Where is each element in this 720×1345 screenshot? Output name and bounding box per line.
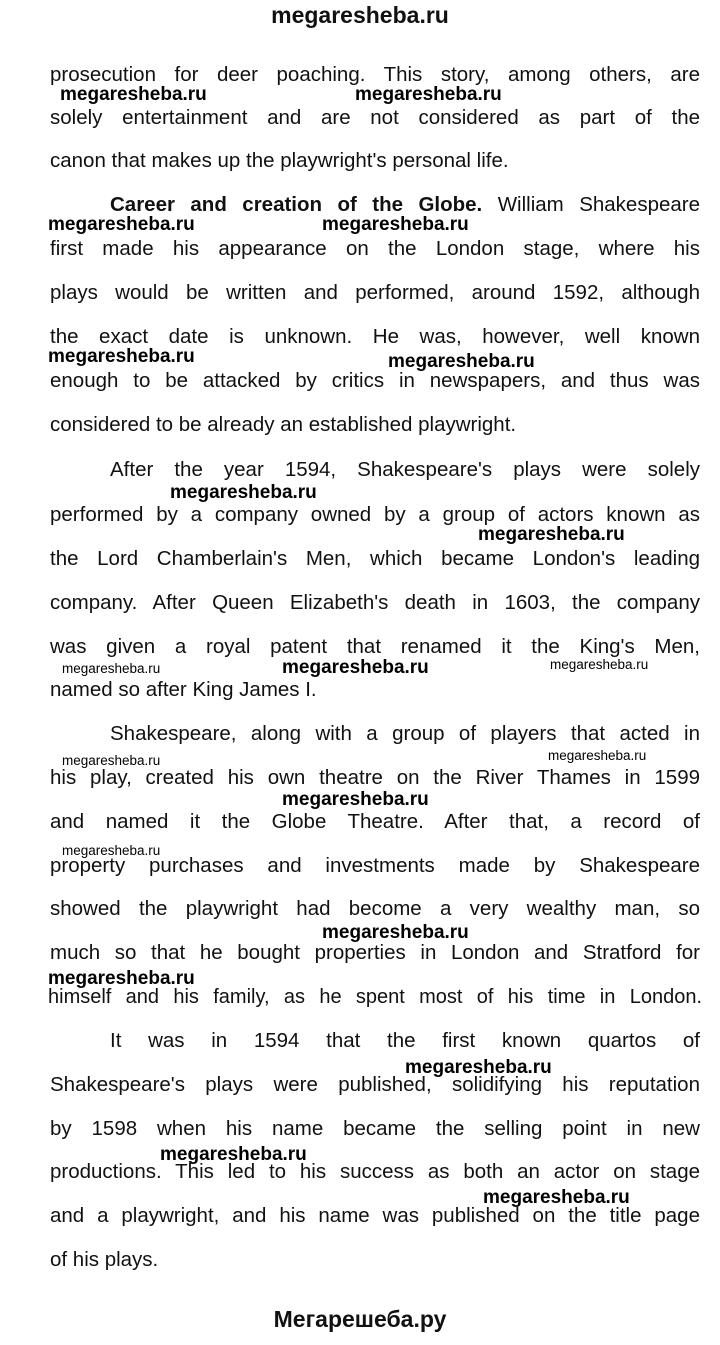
text-line: by 1598 when his name became the selling point in new [50, 1117, 700, 1140]
text-line: solely entertainment and are not considered as part of the [50, 106, 700, 129]
text-line: and named it the Globe Theatre. After that, a record of [50, 810, 700, 833]
text-line: enough to be attacked by critics in newspapers, and thus was [50, 369, 700, 392]
watermark: megaresheba.ru [160, 1144, 307, 1165]
watermark: megaresheba.ru [322, 214, 469, 235]
watermark: megaresheba.ru [388, 351, 535, 372]
text-line: showed the playwright had become a very wealthy man, so [50, 897, 700, 920]
text-line: the exact date is unknown. He was, however, well known [50, 325, 700, 348]
text-line: Shakespeare, along with a group of players that acted in [110, 722, 700, 745]
text-line: his play, created his own theatre on the River Thames in 1599 [50, 766, 700, 789]
footer-watermark: Мегарешеба.ру [273, 1306, 447, 1332]
watermark: megaresheba.ru [550, 657, 649, 672]
watermark: megaresheba.ru [322, 922, 469, 943]
watermark: megaresheba.ru [282, 657, 429, 678]
watermark: megaresheba.ru [62, 843, 161, 858]
text-line: of his plays. [50, 1248, 159, 1271]
text-line: and a playwright, and his name was published on the title page [50, 1204, 700, 1227]
header-watermark: megaresheba.ru [271, 2, 449, 28]
text-line: performed by a company owned by a group of actors known as [50, 503, 700, 526]
watermark: megaresheba.ru [48, 346, 195, 367]
text-line: company. After Queen Elizabeth's death in 1603, the company [50, 591, 700, 614]
text-line: much so that he bought properties in London and Stratford for [50, 941, 700, 964]
text-line: property purchases and investments made by Shakespeare [50, 854, 700, 877]
text-line: the Lord Chamberlain's Men, which became London's leading [50, 547, 700, 570]
watermark: megaresheba.ru [478, 524, 625, 545]
text-line: prosecution for deer poaching. This story, among others, are [50, 63, 700, 86]
watermark: megaresheba.ru [62, 661, 161, 676]
watermark: megaresheba.ru [62, 753, 161, 768]
watermark: megaresheba.ru [483, 1187, 630, 1208]
text-line: plays would be written and performed, around 1592, although [50, 281, 700, 304]
watermark: megaresheba.ru [405, 1057, 552, 1078]
watermark: megaresheba.ru [355, 84, 502, 105]
text-fragment: William Shakespeare [482, 193, 701, 216]
section-heading: Career and creation of the Globe. [110, 193, 483, 216]
text-line: himself and his family, as he spent most of his time in London. [48, 986, 702, 1008]
watermark: megaresheba.ru [548, 748, 647, 763]
text-line: considered to be already an established playwright. [50, 413, 517, 436]
watermark: megaresheba.ru [48, 214, 195, 235]
text-line: After the year 1594, Shakespeare's plays were solely [110, 458, 700, 481]
text-line: Shakespeare's plays were published, solidifying his reputation [50, 1073, 700, 1096]
text-line: It was in 1594 that the first known quartos of [110, 1029, 700, 1052]
text-line: canon that makes up the playwright's personal life. [50, 149, 509, 172]
text-line: named so after King James I. [50, 678, 317, 701]
text-line: productions. This led to his success as both an actor on stage [50, 1160, 700, 1183]
text-line: was given a royal patent that renamed it the King's Men, [50, 635, 700, 658]
watermark: megaresheba.ru [282, 789, 429, 810]
watermark: megaresheba.ru [60, 84, 207, 105]
text-line: first made his appearance on the London stage, where his [50, 237, 700, 260]
watermark: megaresheba.ru [170, 482, 317, 503]
watermark: megaresheba.ru [48, 968, 195, 989]
